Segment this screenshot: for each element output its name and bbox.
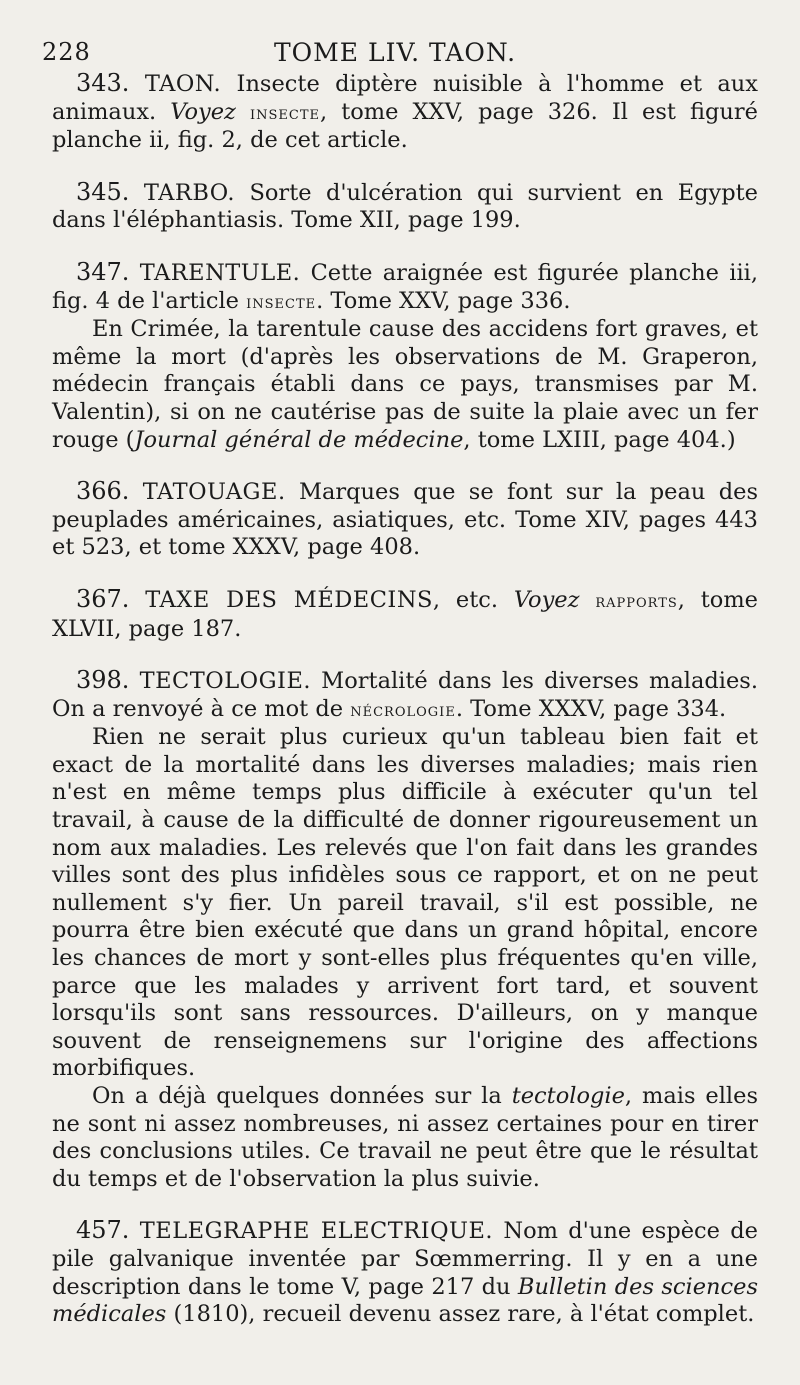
small-caps-text: insecte	[246, 291, 317, 313]
entry-headword: TECTOLOGIE.	[139, 668, 312, 695]
dictionary-entry	[52, 70, 758, 155]
body-text: Mortalité dans les diverses maladies. On a renvoyé à ce mot de	[52, 668, 759, 722]
body-text	[579, 587, 595, 613]
entry-number: 343.	[76, 69, 130, 97]
body-text: Sorte d'ulcération qui survient en Egypte dans l'éléphantiasis. Tome XII, page 199.	[52, 179, 758, 234]
italic-text: Voyez	[170, 98, 236, 125]
body-text	[236, 99, 250, 125]
entry-headword: TARBO.	[143, 179, 236, 206]
entry-number: 457.	[76, 1216, 130, 1245]
body-text: , tome XXV, page 326. Il est figuré planche ii, fig. 2, de cet article.	[52, 98, 758, 154]
body-text: On a déjà quelques données sur la	[92, 1083, 512, 1109]
entry-number: 398.	[76, 666, 130, 695]
body-text: Marques que se font sur la peau des peuplades américaines, asiatiques, etc. Tome XIV, pages 443 et 523, et tome XXXV, page 408.	[52, 479, 759, 561]
italic-text: tectologie	[511, 1083, 625, 1109]
entries-list	[52, 70, 758, 1329]
body-text: , tome LXIII, page 404.)	[463, 426, 736, 453]
dictionary-entry	[52, 478, 758, 562]
dictionary-entry	[52, 1217, 758, 1328]
entry-headword: TAXE DES MÉDECINS	[145, 586, 433, 613]
entry-lead-paragraph	[52, 586, 758, 643]
body-text: , etc.	[432, 586, 514, 613]
entry-headword: TATOUAGE.	[142, 479, 286, 506]
entry-lead-paragraph	[52, 259, 758, 316]
page-number: 228	[42, 38, 91, 66]
entry-headword: TAON.	[144, 71, 222, 97]
page-header	[42, 34, 758, 70]
italic-text: Bulletin des sciences médicales	[52, 1273, 758, 1328]
dictionary-entry	[52, 667, 758, 1193]
entry-paragraph	[52, 316, 758, 454]
dictionary-entry	[52, 259, 758, 454]
entry-paragraph	[52, 724, 758, 1083]
entry-headword: TARENTULE.	[139, 259, 301, 286]
dictionary-entry	[52, 586, 758, 643]
entry-number: 347.	[76, 257, 130, 286]
entry-lead-paragraph	[52, 179, 758, 235]
entry-lead-paragraph	[52, 1217, 758, 1328]
entry-lead-paragraph	[52, 478, 758, 562]
body-text: Nom d'une espèce de pile galvanique inventée par Sœmmerring. Il y en a une description dans le tome V, page 217 du	[52, 1218, 758, 1300]
body-text: Insecte diptère nuisible à l'homme et aux animaux.	[52, 71, 758, 125]
italic-text: Journal général de médecine	[134, 426, 464, 453]
body-text: . Tome XXXV, page 334.	[455, 695, 727, 722]
body-text: . Tome XXV, page 336.	[316, 287, 571, 314]
body-text: (1810), recueil devenu assez rare, à l'état complet.	[166, 1301, 755, 1328]
body-text: Rien ne serait plus curieux qu'un tableau bien fait et exact de la mortalité dans les diverses maladies; mais rien n'est en même temps plus difficile à exécuter qu'un tel travail, à cause de la difficulté de donner rigoureusement un nom aux maladies. Les relevés que l'on fait dans les grandes villes sont des plus infidèles sous ce rapport, et on ne peut nullement s'y fier. Un pareil travail, s'il est possible, ne pourra être bien exécuté que dans un grand hôpital, encore les chances de mort y sont-elles plus fréquentes qu'en ville, parce que les malades y arrivent fort tard, et souvent lorsqu'ils sont sans ressources. D'ailleurs, on y manque souvent de renseignemens sur l'origine des affections morbifiques.	[52, 724, 758, 1082]
running-head: TOME LIV. TAON.	[274, 38, 517, 67]
italic-text: Voyez	[513, 586, 580, 613]
entry-lead-paragraph	[52, 667, 758, 724]
body-text: Cette araignée est figurée planche iii, fig. 4 de l'article	[52, 259, 758, 314]
small-caps-text: rapports	[595, 590, 678, 612]
body-text: En Crimée, la tarentule cause des accidens fort graves, et même la mort (d'après les observations de M. Graperon, médecin français établi dans ce pays, transmises par M. Valentin), si on ne cautérise pas de suite la plaie avec un fer rouge (	[52, 316, 758, 453]
small-caps-text: insecte	[249, 102, 320, 124]
entry-headword: TELEGRAPHE ELECTRIQUE.	[139, 1218, 494, 1245]
entry-number: 367.	[76, 584, 130, 613]
entry-lead-paragraph	[52, 70, 758, 155]
entry-paragraph	[52, 1083, 758, 1193]
body-text: , tome XLVII, page 187.	[52, 586, 759, 642]
small-caps-text: nécrologie	[350, 699, 456, 721]
body-text: , mais elles ne sont ni assez nombreuses, ni assez certaines pour en tirer des conclusions utiles. Ce travail ne peut être que le résultat du temps et de l'observation la plus suivie.	[52, 1083, 758, 1192]
entry-number: 345.	[76, 177, 130, 206]
dictionary-entry	[52, 179, 758, 235]
entry-number: 366.	[76, 477, 130, 506]
